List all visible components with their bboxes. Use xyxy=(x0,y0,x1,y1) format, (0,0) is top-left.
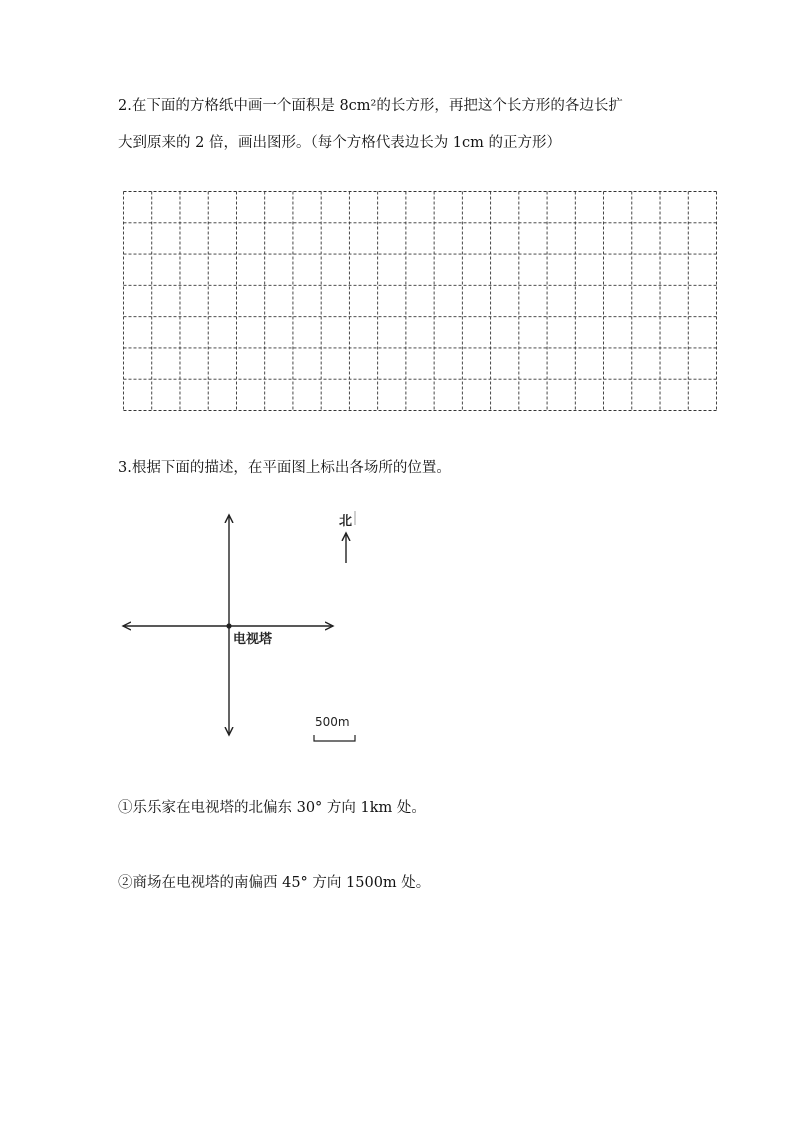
question-2-text-line-2: 大到原来的 2 倍，画出图形。（每个方格代表边长为 1cm 的正方形） xyxy=(118,135,562,151)
square-grid-paper[interactable] xyxy=(123,191,717,411)
scale-bar xyxy=(314,735,355,741)
tv-tower-point xyxy=(226,623,231,628)
plan-map[interactable] xyxy=(115,505,375,745)
question-3-title: 3.根据下面的描述，在平面图上标出各场所的位置。 xyxy=(118,460,451,476)
north-label: 北 xyxy=(339,514,353,529)
tv-tower-label: 电视塔 xyxy=(233,632,273,647)
location-item-2: ②商场在电视塔的南偏西 45° 方向 1500m 处。 xyxy=(118,875,431,891)
location-item-1: ①乐乐家在电视塔的北偏东 30° 方向 1km 处。 xyxy=(118,800,426,816)
scale-label: 500m xyxy=(315,715,350,729)
question-2-text-line-1: 2.在下面的方格纸中画一个面积是 8cm²的长方形，再把这个长方形的各边长扩 xyxy=(118,98,623,114)
